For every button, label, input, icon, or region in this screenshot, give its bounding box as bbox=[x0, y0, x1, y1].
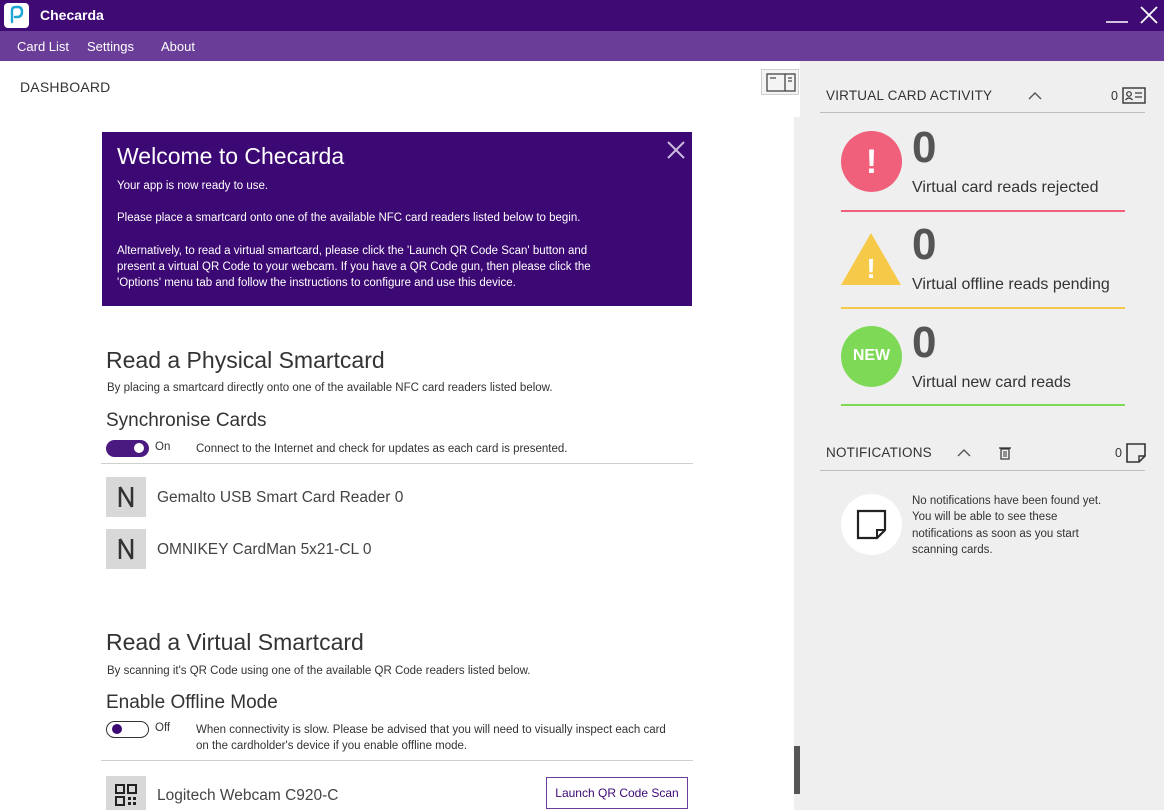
divider bbox=[820, 112, 1145, 113]
close-icon[interactable] bbox=[1137, 3, 1161, 27]
section-subtitle: By scanning it's QR Code using one of the available QR Code readers listed below. bbox=[107, 665, 531, 677]
rejected-label: Virtual card reads rejected bbox=[912, 179, 1099, 196]
sync-cards-title: Synchronise Cards bbox=[106, 410, 267, 431]
divider bbox=[841, 404, 1125, 406]
welcome-text: 'Options' menu tab and follow the instructions to configure and use this device. bbox=[117, 277, 516, 289]
welcome-text: Your app is now ready to use. bbox=[117, 180, 269, 192]
welcome-banner bbox=[102, 132, 692, 306]
offline-description: on the cardholder's device if you enable offline mode. bbox=[196, 740, 468, 752]
welcome-title: Welcome to Checarda bbox=[117, 143, 345, 169]
new-badge-icon: NEW bbox=[841, 326, 902, 387]
chevron-up-icon[interactable] bbox=[1028, 91, 1042, 101]
svg-text:!: ! bbox=[866, 253, 876, 284]
dismiss-welcome-icon[interactable] bbox=[664, 138, 688, 162]
nfc-icon bbox=[106, 529, 146, 569]
note-icon[interactable] bbox=[1126, 443, 1146, 463]
divider bbox=[841, 210, 1125, 212]
chevron-up-icon[interactable] bbox=[957, 448, 971, 458]
nfc-icon bbox=[106, 477, 146, 517]
welcome-text: present a virtual QR Code to your webcam. If you have a QR Code gun, then please click the bbox=[117, 261, 591, 273]
menu-settings[interactable]: Settings bbox=[87, 39, 134, 54]
rejected-alert-icon: ! bbox=[841, 131, 902, 192]
id-card-icon[interactable] bbox=[1122, 87, 1146, 105]
menu-about[interactable]: About bbox=[161, 39, 195, 54]
section-subtitle: By placing a smartcard directly onto one of the available NFC card readers listed below. bbox=[107, 382, 553, 394]
nfc-reader-item[interactable]: OMNIKEY CardMan 5x21-CL 0 bbox=[157, 541, 372, 558]
warning-icon bbox=[840, 232, 902, 286]
offline-mode-toggle[interactable] bbox=[106, 721, 149, 738]
launch-qr-scan-button[interactable]: Launch QR Code Scan bbox=[546, 777, 688, 809]
sync-cards-toggle[interactable] bbox=[106, 440, 149, 457]
pending-count: 0 bbox=[912, 220, 937, 269]
new-label: Virtual new card reads bbox=[912, 374, 1071, 391]
offline-mode-title: Enable Offline Mode bbox=[106, 692, 278, 713]
title-bar bbox=[0, 0, 1164, 31]
activity-count: 0 bbox=[1111, 89, 1118, 103]
divider bbox=[841, 307, 1125, 309]
page-title: DASHBOARD bbox=[20, 79, 111, 95]
menu-card-list[interactable]: Card List bbox=[17, 39, 70, 54]
sidebar-panel-icon bbox=[762, 70, 800, 96]
panel-toggle-button[interactable] bbox=[761, 69, 799, 95]
empty-notifications-message: No notifications have been found yet. You will be able to see these notifications as soon as you start scanning cards. bbox=[912, 495, 1102, 556]
section-title-virtual: Read a Virtual Smartcard bbox=[106, 629, 364, 655]
toggle-state-label: On bbox=[155, 441, 171, 453]
welcome-text: Please place a smartcard onto one of the available NFC card readers listed below to begin. bbox=[117, 212, 581, 224]
activity-header: VIRTUAL CARD ACTIVITY bbox=[826, 88, 993, 103]
qr-code-icon bbox=[106, 776, 146, 810]
qr-reader-item[interactable]: Logitech Webcam C920-C bbox=[157, 787, 339, 804]
offline-description: When connectivity is slow. Please be advised that you will need to visually inspect each card bbox=[196, 724, 666, 736]
section-title-physical: Read a Physical Smartcard bbox=[106, 347, 385, 373]
notifications-header: NOTIFICATIONS bbox=[826, 445, 932, 460]
app-title: Checarda bbox=[40, 7, 104, 23]
toggle-state-label: Off bbox=[155, 722, 171, 734]
nfc-reader-item[interactable]: Gemalto USB Smart Card Reader 0 bbox=[157, 489, 404, 506]
divider bbox=[820, 470, 1145, 471]
rejected-count: 0 bbox=[912, 123, 937, 172]
pending-label: Virtual offline reads pending bbox=[912, 276, 1110, 293]
welcome-text: Alternatively, to read a virtual smartcard, please click the 'Launch QR Code Scan' button and bbox=[117, 245, 588, 257]
sync-description: Connect to the Internet and check for updates as each card is presented. bbox=[196, 443, 568, 455]
new-count: 0 bbox=[912, 318, 937, 367]
notifications-count: 0 bbox=[1115, 446, 1122, 460]
app-logo-icon bbox=[4, 3, 29, 28]
trash-icon[interactable] bbox=[999, 446, 1011, 460]
minimize-icon[interactable] bbox=[1104, 2, 1130, 26]
divider bbox=[101, 760, 693, 761]
divider bbox=[101, 463, 693, 464]
empty-notes-icon bbox=[841, 494, 902, 555]
menu-bar bbox=[0, 31, 1164, 61]
